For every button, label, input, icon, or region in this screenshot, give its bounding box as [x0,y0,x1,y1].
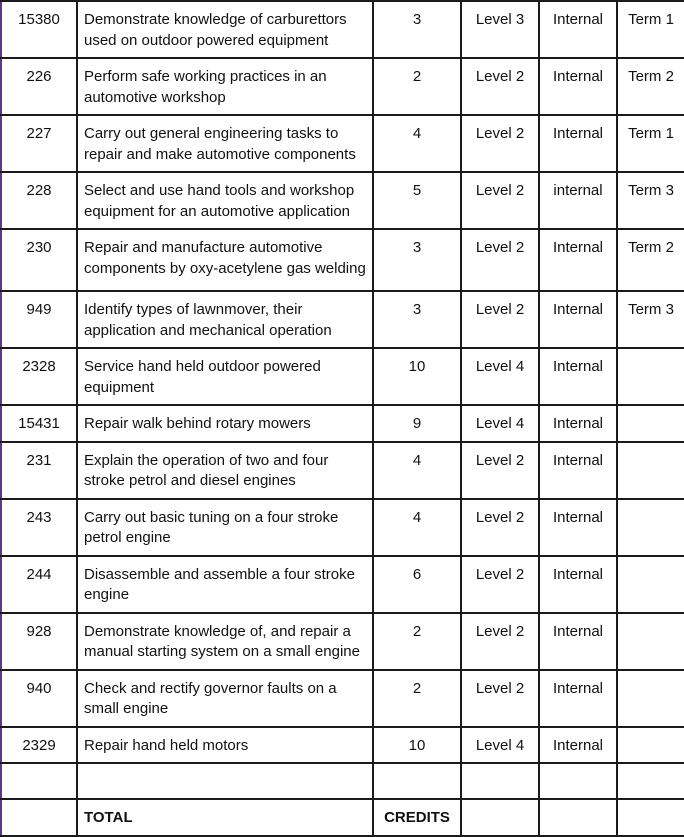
unit-term [617,727,684,764]
unit-assessment: Internal [539,556,617,613]
unit-credits: 3 [373,1,461,58]
empty-cell [539,763,617,799]
unit-level: Level 2 [461,670,539,727]
unit-term [617,442,684,499]
unit-id: 227 [1,115,77,172]
unit-credits: 4 [373,499,461,556]
unit-title: Disassemble and assemble a four stroke engine [77,556,373,613]
unit-credits: 6 [373,556,461,613]
unit-term: Term 3 [617,172,684,229]
unit-title: Carry out basic tuning on a four stroke petrol engine [77,499,373,556]
unit-title: Check and rectify governor faults on a small engine [77,670,373,727]
table-row [1,172,684,229]
unit-assessment: Internal [539,499,617,556]
unit-level: Level 4 [461,727,539,764]
unit-level: Level 3 [461,1,539,58]
unit-title: Identify types of lawnmover, their application and mechanical operation [77,291,373,348]
total-label: TOTAL [77,799,373,836]
credits-label: CREDITS [373,799,461,836]
unit-title: Perform safe working practices in an automotive workshop [77,58,373,115]
table-row [1,115,684,172]
unit-level: Level 2 [461,58,539,115]
unit-level: Level 2 [461,442,539,499]
unit-assessment: Internal [539,348,617,405]
unit-assessment: Internal [539,670,617,727]
table-row [1,229,684,291]
table-row [1,613,684,670]
unit-assessment: Internal [539,613,617,670]
unit-level: Level 2 [461,291,539,348]
blank-row [1,763,684,799]
unit-title: Demonstrate knowledge of, and repair a manual starting system on a small engine [77,613,373,670]
unit-title: Demonstrate knowledge of carburettors used on outdoor powered equipment [77,1,373,58]
unit-assessment: Internal [539,1,617,58]
table-row [1,291,684,348]
empty-cell [373,763,461,799]
unit-term: Term 1 [617,115,684,172]
unit-term [617,405,684,442]
unit-level: Level 2 [461,115,539,172]
unit-id: 226 [1,58,77,115]
empty-cell [539,799,617,836]
unit-level: Level 2 [461,172,539,229]
empty-cell [617,763,684,799]
empty-cell [461,763,539,799]
unit-id: 928 [1,613,77,670]
unit-level: Level 2 [461,499,539,556]
unit-assessment: Internal [539,115,617,172]
empty-cell [1,799,77,836]
empty-cell [77,763,373,799]
unit-level: Level 4 [461,405,539,442]
unit-id: 228 [1,172,77,229]
table-row [1,556,684,613]
unit-term [617,348,684,405]
table-row [1,442,684,499]
table-row [1,405,684,442]
table-row [1,499,684,556]
unit-level: Level 4 [461,348,539,405]
unit-term [617,670,684,727]
unit-id: 15431 [1,405,77,442]
unit-credits: 9 [373,405,461,442]
unit-title: Repair hand held motors [77,727,373,764]
unit-id: 230 [1,229,77,291]
unit-assessment: Internal [539,291,617,348]
table-row [1,727,684,764]
table-row [1,348,684,405]
unit-assessment: Internal [539,442,617,499]
unit-assessment: internal [539,172,617,229]
unit-id: 244 [1,556,77,613]
unit-level: Level 2 [461,556,539,613]
unit-term [617,613,684,670]
unit-id: 2328 [1,348,77,405]
unit-credits: 2 [373,613,461,670]
unit-level: Level 2 [461,613,539,670]
table-row [1,670,684,727]
unit-credits: 10 [373,348,461,405]
empty-cell [617,799,684,836]
unit-credits: 3 [373,291,461,348]
unit-credits: 10 [373,727,461,764]
unit-credits: 4 [373,115,461,172]
unit-title: Repair walk behind rotary mowers [77,405,373,442]
unit-term: Term 2 [617,58,684,115]
unit-id: 15380 [1,1,77,58]
unit-id: 940 [1,670,77,727]
empty-cell [1,763,77,799]
unit-term [617,556,684,613]
unit-assessment: Internal [539,229,617,291]
unit-level: Level 2 [461,229,539,291]
unit-title: Select and use hand tools and workshop equipment for an automotive application [77,172,373,229]
unit-assessment: Internal [539,58,617,115]
unit-assessment: Internal [539,405,617,442]
table-row [1,1,684,58]
unit-title: Repair and manufacture automotive components by oxy-acetylene gas welding [77,229,373,291]
empty-cell [461,799,539,836]
unit-id: 231 [1,442,77,499]
unit-term: Term 2 [617,229,684,291]
unit-assessment: Internal [539,727,617,764]
unit-title: Carry out general engineering tasks to repair and make automotive components [77,115,373,172]
unit-term: Term 1 [617,1,684,58]
unit-credits: 4 [373,442,461,499]
unit-id: 949 [1,291,77,348]
unit-id: 243 [1,499,77,556]
unit-title: Service hand held outdoor powered equipment [77,348,373,405]
unit-title: Explain the operation of two and four stroke petrol and diesel engines [77,442,373,499]
unit-term [617,499,684,556]
table-row [1,58,684,115]
unit-term: Term 3 [617,291,684,348]
unit-credits: 2 [373,58,461,115]
unit-credits: 2 [373,670,461,727]
total-row [1,799,684,836]
unit-credits: 3 [373,229,461,291]
unit-credits: 5 [373,172,461,229]
unit-id: 2329 [1,727,77,764]
